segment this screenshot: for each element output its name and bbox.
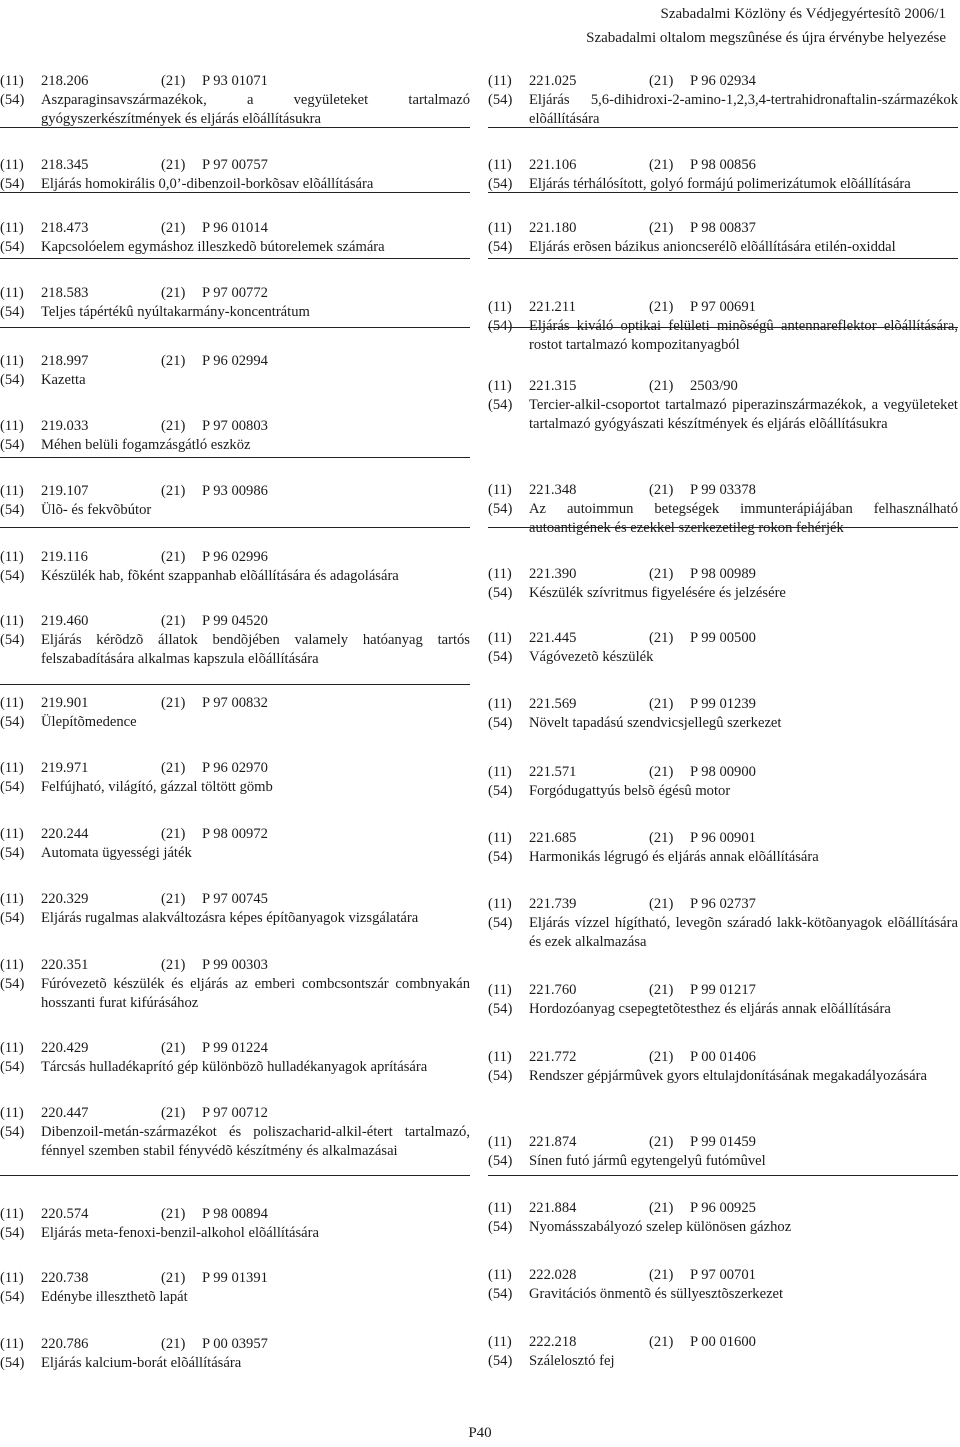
section-divider [0,457,470,458]
application-number: P 97 00712 [202,1105,268,1121]
number-code: (11) [488,73,512,89]
number-code: (11) [488,157,512,173]
patent-title: Eljárás meta-fenoxi-benzil-alkohol elõállítására [41,1225,319,1241]
patent-number: 222.028 [529,1267,577,1283]
application-number: P 98 00856 [690,157,756,173]
application-number: P 98 00989 [690,566,756,582]
number-code: (11) [0,1336,24,1352]
patent-number: 220.786 [41,1336,89,1352]
section-divider [488,527,958,528]
patent-entry [0,1335,470,1373]
application-number: P 97 00757 [202,157,268,173]
patent-number: 218.997 [41,353,89,369]
application-code: (21) [161,220,186,236]
application-number: P 99 00500 [690,630,756,646]
application-code: (21) [161,760,186,776]
patent-number: 219.116 [41,549,88,565]
section-title: Szabadalmi oltalom megszûnése és újra érvénybe helyezése [586,30,946,46]
application-number: P 97 00832 [202,695,268,711]
title-code: (54) [0,502,25,518]
application-number: P 96 00925 [690,1200,756,1216]
number-code: (11) [0,1206,24,1222]
number-code: (11) [488,378,512,394]
patent-number: 221.772 [529,1049,577,1065]
title-code: (54) [0,304,25,320]
number-code: (11) [0,220,24,236]
application-number: P 96 02970 [202,760,268,776]
section-divider [488,192,958,193]
application-number: P 00 03957 [202,1336,268,1352]
patent-entry [488,377,958,434]
application-code: (21) [649,1200,674,1216]
title-code: (54) [488,239,513,255]
patent-entry [488,72,958,129]
patent-entry [0,284,470,322]
application-code: (21) [161,826,186,842]
number-code: (11) [488,1134,512,1150]
title-code: (54) [488,849,513,865]
patent-number: 221.445 [529,630,577,646]
application-code: (21) [649,830,674,846]
number-code: (11) [488,982,512,998]
patent-title: Ülepítõmedence [41,714,137,730]
patent-title: Az autoimmun betegségek immunterápiájában felhasználható autoantigének és ezekkel szerkezetileg rokon fehérjék [529,501,958,536]
number-code: (11) [488,630,512,646]
page-header [586,2,946,50]
application-number: P 00 01406 [690,1049,756,1065]
patent-entry [488,829,958,867]
patent-title: Rendszer gépjármûvek gyors eltulajdonításának megakadályozására [529,1068,927,1084]
patent-entry [488,1333,958,1371]
patent-number: 219.971 [41,760,89,776]
patent-number: 218.345 [41,157,89,173]
application-code: (21) [161,613,186,629]
application-code: (21) [649,1334,674,1350]
patent-number: 220.738 [41,1270,89,1286]
patent-number: 218.206 [41,73,89,89]
title-code: (54) [488,92,513,108]
application-number: P 99 01239 [690,696,756,712]
patent-title: Edénybe illeszthetõ lapát [41,1289,188,1305]
title-code: (54) [488,318,513,334]
title-code: (54) [0,1059,25,1075]
title-code: (54) [0,176,25,192]
patent-entry [488,156,958,194]
title-code: (54) [0,845,25,861]
application-number: P 98 00972 [202,826,268,842]
patent-entry [0,759,470,797]
application-code: (21) [161,891,186,907]
patent-entry [0,156,470,194]
patent-title: Eljárás homokirális 0,0’-dibenzoil-borkõsav elõállítására [41,176,374,192]
number-code: (11) [488,1334,512,1350]
number-code: (11) [488,482,512,498]
application-code: (21) [649,378,674,394]
patent-entry [488,763,958,801]
application-code: (21) [649,73,674,89]
patent-entry [0,72,470,129]
patent-entry [0,417,470,455]
application-number: P 99 04520 [202,613,268,629]
number-code: (11) [0,613,24,629]
patent-title: Készülék hab, fõként szappanhab elõállítására és adagolására [41,568,399,584]
title-code: (54) [488,585,513,601]
application-number: P 98 00837 [690,220,756,236]
number-code: (11) [488,764,512,780]
title-code: (54) [488,1286,513,1302]
patent-entry [488,481,958,538]
patent-title: Eljárás térhálósított, golyó formájú polimerizátumok elõállítására [529,176,911,192]
application-code: (21) [161,73,186,89]
patent-title: Kapcsolóelem egymáshoz illeszkedõ bútorelemek számára [41,239,385,255]
number-code: (11) [488,299,512,315]
section-divider [488,327,958,328]
patent-entry [0,1104,470,1161]
number-code: (11) [0,826,24,842]
number-code: (11) [0,760,24,776]
patent-title: Méhen belüli fogamzásgátló eszköz [41,437,251,453]
patent-title: Gravitációs önmentõ és süllyesztõszerkezet [529,1286,784,1302]
application-number: P 98 00894 [202,1206,268,1222]
patent-entry [0,694,470,732]
number-code: (11) [488,566,512,582]
number-code: (11) [0,1270,24,1286]
section-divider [488,127,958,128]
patent-title: Automata ügyességi játék [41,845,192,861]
title-code: (54) [488,1219,513,1235]
patent-title: Harmonikás légrugó és eljárás annak elõállítására [529,849,819,865]
patent-entry [0,825,470,863]
application-code: (21) [161,418,186,434]
patent-entry [0,219,470,257]
application-number: P 97 00701 [690,1267,756,1283]
patent-entry [488,895,958,952]
application-number: P 96 01014 [202,220,268,236]
application-number: P 97 00745 [202,891,268,907]
section-divider [0,1175,470,1176]
number-code: (11) [0,285,24,301]
section-divider [0,258,470,259]
patent-number: 221.106 [529,157,577,173]
patent-title: Ülõ- és fekvõbútor [41,502,152,518]
patent-number: 220.329 [41,891,89,907]
patent-entry [488,565,958,603]
patent-number: 220.244 [41,826,89,842]
patent-entry [0,482,470,520]
application-number: P 96 02737 [690,896,756,912]
application-number: P 96 02996 [202,549,268,565]
patent-number: 219.033 [41,418,89,434]
patent-number: 221.760 [529,982,577,998]
number-code: (11) [0,353,24,369]
number-code: (11) [0,73,24,89]
title-code: (54) [488,397,513,413]
patent-title: Teljes tápértékû nyúltakarmány-koncentrátum [41,304,310,320]
patent-title: Dibenzoil-metán-származékot és poliszacharid-alkil-étert tartalmazó, fénnyel szemben stabil fényvédõ készítmény és alkalmazásai [41,1124,470,1159]
application-number: P 98 00900 [690,764,756,780]
patent-title: Eljárás kérõdzõ állatok bendõjében valamely hatóanyag tartós felszabadítására alkalmas kapszula elõállítására [41,632,470,667]
title-code: (54) [488,783,513,799]
number-code: (11) [0,957,24,973]
patent-number: 218.583 [41,285,89,301]
application-code: (21) [161,157,186,173]
title-code: (54) [0,1355,25,1371]
number-code: (11) [0,891,24,907]
number-code: (11) [0,1040,24,1056]
patent-entry [0,352,470,390]
patent-number: 221.874 [529,1134,577,1150]
title-code: (54) [0,632,25,648]
number-code: (11) [0,418,24,434]
patent-entry [488,695,958,733]
application-code: (21) [161,1206,186,1222]
application-code: (21) [161,1040,186,1056]
application-code: (21) [161,353,186,369]
application-code: (21) [649,982,674,998]
patent-title: Fúróvezetõ készülék és eljárás az emberi combcsontszár combnyakán hosszanti furat kifúrásához [41,976,470,1011]
title-code: (54) [0,437,25,453]
application-number: P 96 00901 [690,830,756,846]
patent-title: Aszparaginsavszármazékok, a vegyületeket tartalmazó gyógyszerkészítmények és eljárás elõállításukra [41,92,470,127]
patent-entry [0,548,470,586]
patent-number: 219.901 [41,695,89,711]
patent-entry [0,1205,470,1243]
number-code: (11) [488,696,512,712]
patent-entry [488,981,958,1019]
section-divider [488,1175,958,1176]
application-code: (21) [649,1267,674,1283]
patent-number: 221.390 [529,566,577,582]
patent-title: Sínen futó jármû egytengelyû futómûvel [529,1153,766,1169]
patent-number: 219.107 [41,483,89,499]
title-code: (54) [0,239,25,255]
application-code: (21) [649,482,674,498]
patent-entry [0,956,470,1013]
patent-title: Eljárás 5,6-dihidroxi-2-amino-1,2,3,4-tertrahidronaftalin-származékok elõállítására [529,92,958,127]
title-code: (54) [0,1225,25,1241]
application-number: P 97 00691 [690,299,756,315]
application-code: (21) [161,1105,186,1121]
application-code: (21) [649,696,674,712]
application-number: P 97 00772 [202,285,268,301]
patent-entry [0,612,470,669]
application-code: (21) [161,1336,186,1352]
title-code: (54) [0,1289,25,1305]
patent-entry [488,1266,958,1304]
patent-number: 220.429 [41,1040,89,1056]
title-code: (54) [0,779,25,795]
application-code: (21) [649,630,674,646]
application-code: (21) [161,549,186,565]
title-code: (54) [0,568,25,584]
patent-number: 220.447 [41,1105,89,1121]
patent-number: 221.211 [529,299,576,315]
title-code: (54) [488,715,513,731]
patent-title: Kazetta [41,372,86,388]
patent-number: 221.025 [529,73,577,89]
patent-number: 220.574 [41,1206,89,1222]
title-code: (54) [488,1153,513,1169]
section-divider [0,527,470,528]
application-number: P 99 01459 [690,1134,756,1150]
application-code: (21) [161,695,186,711]
title-code: (54) [488,649,513,665]
application-number: P 99 03378 [690,482,756,498]
application-code: (21) [649,764,674,780]
number-code: (11) [0,695,24,711]
patent-number: 221.315 [529,378,577,394]
title-code: (54) [488,1068,513,1084]
patent-entry [488,1199,958,1237]
patent-number: 221.348 [529,482,577,498]
title-code: (54) [488,1001,513,1017]
section-divider [0,127,470,128]
application-code: (21) [161,957,186,973]
title-code: (54) [0,910,25,926]
patent-entry [488,629,958,667]
page-number: P40 [468,1425,492,1441]
patent-title: Tercier-alkil-csoportot tartalmazó piperazinszármazékok, a vegyületeket tartalmazó gyógyászati készítmények és eljárás elõállításukra [529,397,958,432]
patent-title: Készülék szívritmus figyelésére és jelzésére [529,585,786,601]
section-divider [0,192,470,193]
patent-title: Eljárás kiváló optikai felületi minõségû antennareflektor elõállítására, rostot tartalmazó kompozitanyagból [529,318,958,353]
patent-number: 221.685 [529,830,577,846]
patent-number: 221.180 [529,220,577,236]
title-code: (54) [0,976,25,992]
title-code: (54) [0,372,25,388]
section-divider [488,258,958,259]
application-code: (21) [161,285,186,301]
application-number: P 00 01600 [690,1334,756,1350]
patent-number: 218.473 [41,220,89,236]
patent-number: 221.884 [529,1200,577,1216]
application-number: P 97 00803 [202,418,268,434]
title-code: (54) [0,92,25,108]
application-number: P 93 00986 [202,483,268,499]
patent-title: Vágóvezetõ készülék [529,649,654,665]
patent-entry [0,1269,470,1307]
number-code: (11) [488,830,512,846]
application-number: P 99 01217 [690,982,756,998]
number-code: (11) [488,896,512,912]
title-code: (54) [488,1353,513,1369]
patent-title: Növelt tapadású szendvicsjellegû szerkezet [529,715,782,731]
title-code: (54) [0,1124,25,1140]
patent-title: Eljárás erõsen bázikus anioncserélõ elõállítására etilén-oxiddal [529,239,896,255]
application-number: P 96 02994 [202,353,268,369]
patent-title: Felfújható, világító, gázzal töltött gömb [41,779,273,795]
application-code: (21) [649,1134,674,1150]
application-code: (21) [649,896,674,912]
application-code: (21) [649,220,674,236]
journal-title: Szabadalmi Közlöny és Védjegyértesítõ 2006/1 [660,6,946,22]
application-code: (21) [161,483,186,499]
patent-entry [0,890,470,928]
title-code: (54) [0,714,25,730]
patent-title: Eljárás rugalmas alakváltozásra képes építõanyagok vizsgálatára [41,910,419,926]
number-code: (11) [488,220,512,236]
patent-title: Tárcsás hulladékaprító gép különbözõ hulladékanyagok aprítására [41,1059,428,1075]
number-code: (11) [0,1105,24,1121]
number-code: (11) [0,483,24,499]
patent-title: Eljárás vízzel hígítható, levegõn száradó lakk-kötõanyagok elõállítására és ezek alkalmazása [529,915,958,950]
application-number: P 99 01224 [202,1040,268,1056]
patent-title: Eljárás kalcium-borát elõállítására [41,1355,242,1371]
patent-title: Hordozóanyag csepegtetõtesthez és eljárás annak elõállítására [529,1001,891,1017]
patent-number: 221.569 [529,696,577,712]
patent-title: Nyomásszabályozó szelep különösen gázhoz [529,1219,792,1235]
number-code: (11) [0,157,24,173]
patent-title: Forgódugattyús belsõ égésû motor [529,783,731,799]
title-code: (54) [488,176,513,192]
section-divider [0,684,470,685]
title-code: (54) [488,915,513,931]
patent-entry [488,1133,958,1171]
patent-entry [488,1048,958,1086]
patent-number: 219.460 [41,613,89,629]
application-code: (21) [161,1270,186,1286]
application-number: 2503/90 [690,378,738,394]
application-number: P 93 01071 [202,73,268,89]
patent-entry [0,1039,470,1077]
number-code: (11) [488,1267,512,1283]
patent-number: 222.218 [529,1334,577,1350]
patent-number: 220.351 [41,957,89,973]
patent-entry [488,219,958,257]
number-code: (11) [0,549,24,565]
patent-title: Szálelosztó fej [529,1353,615,1369]
section-divider [0,327,470,328]
application-number: P 96 02934 [690,73,756,89]
number-code: (11) [488,1049,512,1065]
application-code: (21) [649,299,674,315]
title-code: (54) [488,501,513,517]
application-number: P 99 01391 [202,1270,268,1286]
application-code: (21) [649,566,674,582]
patent-number: 221.739 [529,896,577,912]
patent-number: 221.571 [529,764,577,780]
application-number: P 99 00303 [202,957,268,973]
application-code: (21) [649,157,674,173]
application-code: (21) [649,1049,674,1065]
number-code: (11) [488,1200,512,1216]
